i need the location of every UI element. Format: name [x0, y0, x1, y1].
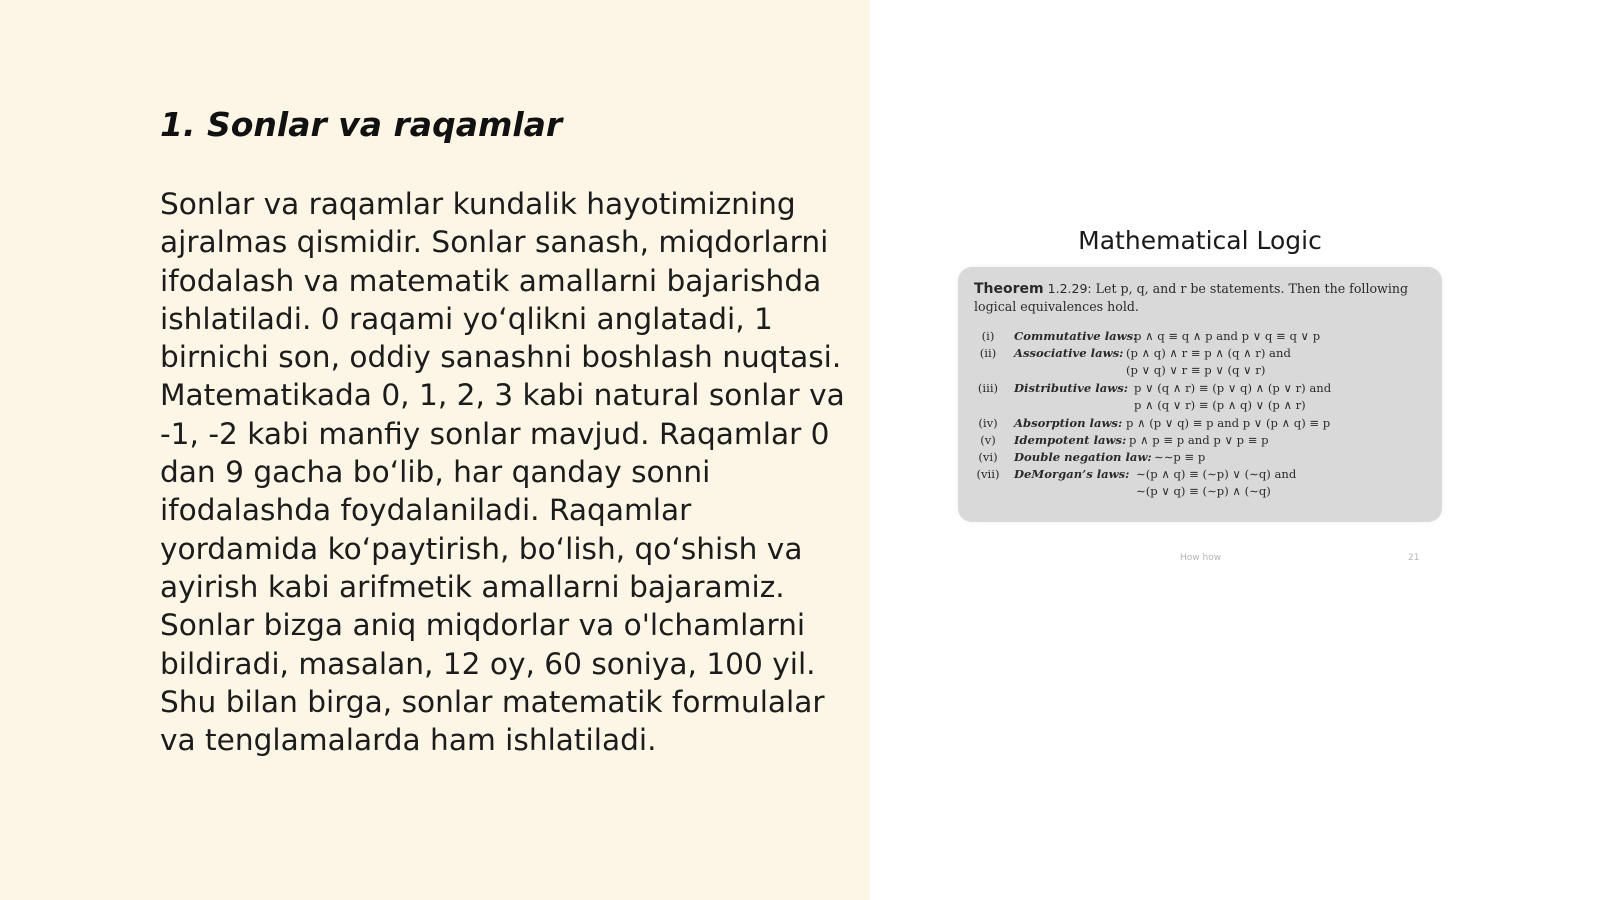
law-name: DeMorgan’s laws:: [1014, 467, 1130, 481]
law-formula-continued: ∼(p ∨ q) ≡ (∼p) ∧ (∼q): [1136, 484, 1271, 498]
theorem-image: [958, 267, 1442, 522]
law-formula: ∼∼p ≡ p: [1154, 450, 1206, 464]
image-page-number: 21: [1408, 553, 1420, 563]
law-formula-continued: p ∧ (q ∨ r) ≡ (p ∧ q) ∨ (p ∧ r): [1134, 398, 1306, 412]
law-formula: ∼(p ∧ q) ≡ (∼p) ∨ (∼q) and: [1136, 467, 1297, 481]
figure-caption: Mathematical Logic: [1078, 226, 1322, 255]
law-name: Idempotent laws:: [1014, 433, 1127, 447]
law-formula: p ∧ p ≡ p and p ∨ p ≡ p: [1129, 433, 1269, 447]
law-name: Double negation law:: [1014, 450, 1152, 464]
law-formula-continued: (p ∨ q) ∨ r ≡ p ∨ (q ∨ r): [1126, 363, 1266, 377]
theorem-statement: [974, 280, 1430, 316]
law-number: (v): [980, 433, 996, 447]
theorem-text: Let p, q, and r be statements. Then the following logical equivalences hold.: [974, 281, 1409, 314]
slide-heading: 1. Sonlar va raqamlar: [160, 105, 563, 144]
theorem-label: Theorem: [974, 281, 1044, 297]
law-number: (i): [981, 329, 995, 343]
law-name: Distributive laws:: [1014, 381, 1129, 395]
law-formula: p ∧ q ≡ q ∧ p and p ∨ q ≡ q ∨ p: [1134, 329, 1321, 343]
law-number: (vii): [976, 467, 1000, 481]
law-name: Absorption laws:: [1014, 416, 1123, 430]
law-number: (ii): [979, 346, 997, 360]
law-formula: p ∧ (p ∨ q) ≡ p and p ∨ (p ∧ q) ≡ p: [1126, 416, 1331, 430]
law-formula: p ∨ (q ∧ r) ≡ (p ∨ q) ∧ (p ∨ r) and: [1134, 381, 1332, 395]
law-number: (iii): [977, 381, 999, 395]
law-number: (vi): [978, 450, 998, 464]
image-footer-text: How how: [1180, 553, 1222, 563]
law-number: (iv): [978, 416, 998, 430]
theorem-number: 1.2.29:: [1047, 281, 1092, 296]
law-name: Associative laws:: [1014, 346, 1124, 360]
body-paragraph: Sonlar va raqamlar kundalik hayotimizning ajralmas qismidir. Sonlar sanash, miqdorlarni ifodalash va matematik amallarni bajarishda ishlatiladi. 0 raqami yo‘qlikni anglatadi, 1 birnichi son, oddiy sanashni boshlash nuqtasi. Matematikada 0, 1, 2, 3 kabi natural sonlar va -1, -2 kabi manfiy sonlar mavjud. Raqamlar 0 dan 9 gacha bo‘lib, har qanday sonni ifodalashda foydalaniladi. Raqamlar yordamida ko‘paytirish, bo‘lish, qo‘shish va ayirish kabi arifmetik amallarni bajaramiz. Sonlar bizga aniq miqdorlar va o'lchamlarni bildiradi, masalan, 12 oy, 60 soniya, 100 yil. Shu bilan birga, sonlar matematik formulalar va tenglamalarda ham ishlatiladi.: [160, 187, 845, 758]
law-name: Commutative laws:: [1014, 329, 1138, 343]
law-formula: (p ∧ q) ∧ r ≡ p ∧ (q ∧ r) and: [1126, 346, 1291, 360]
